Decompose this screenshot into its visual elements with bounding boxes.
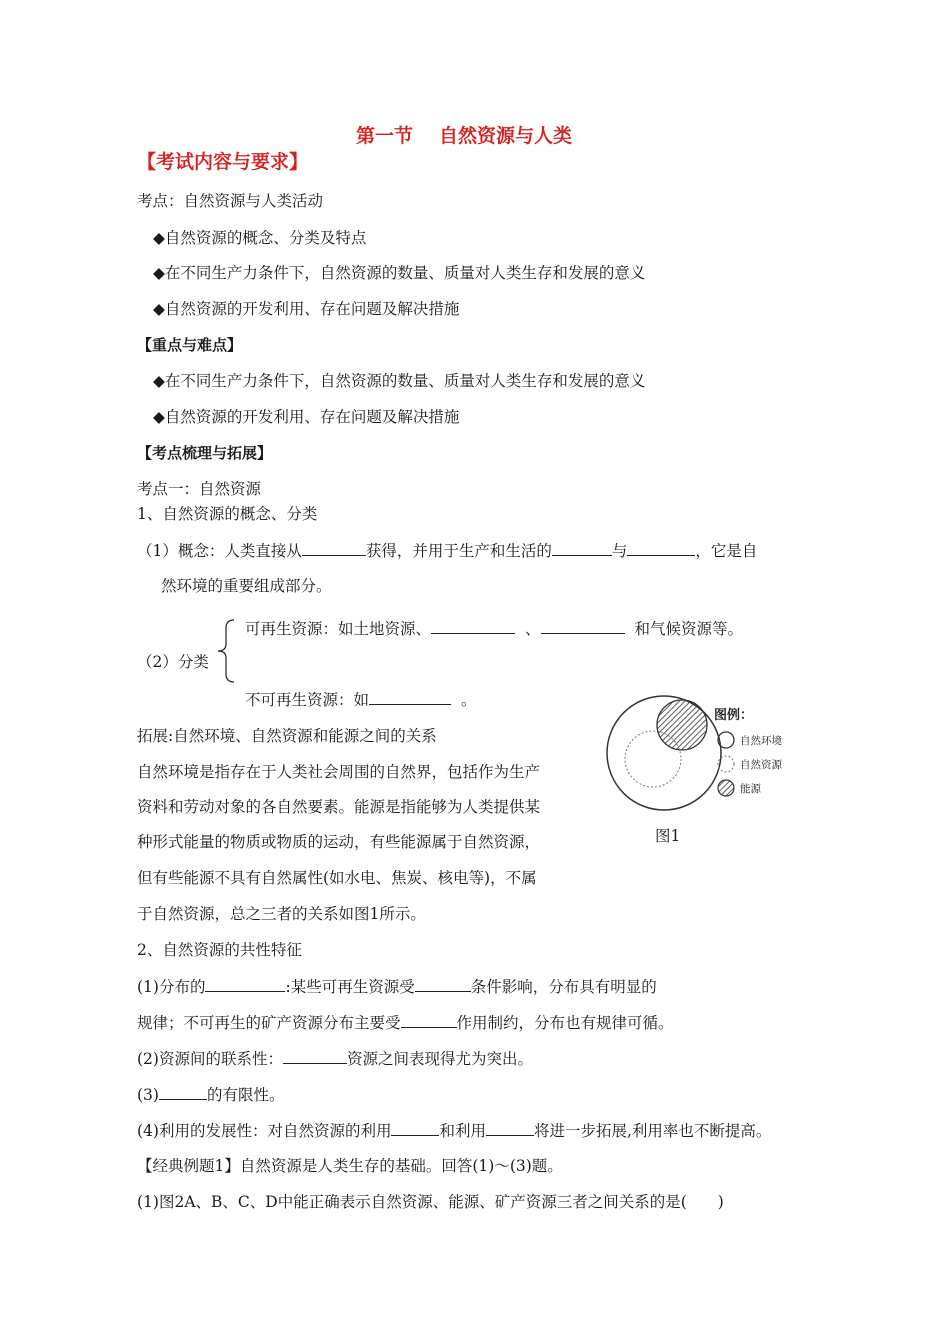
req-item: ◆在不同生产力条件下，自然资源的数量、质量对人类生存和发展的意义 [153, 264, 646, 282]
example-tag: 【经典例题1】 [137, 1157, 240, 1175]
fill-blank[interactable] [283, 1048, 347, 1064]
extension-line: 自然环境是指存在于人类社会周围的自然界，包括作为生产 [137, 763, 541, 781]
legend-environment-icon [718, 732, 734, 748]
heading-keypoints: 【重点与难点】 [137, 336, 243, 354]
classify-label: （2）分类 [137, 653, 209, 671]
key-item: ◆自然资源的开发利用、存在问题及解决措施 [153, 408, 460, 426]
extension-line: 种形式能量的物质或物质的运动，有些能源属于自然资源， [137, 833, 541, 851]
item1-title: 1、自然资源的概念、分类 [137, 505, 318, 523]
legend-label: 自然环境 [740, 735, 782, 747]
energy-circle [657, 700, 707, 750]
concept-line-cont: 然环境的重要组成部分。 [161, 577, 332, 595]
item2-title: 2、自然资源的共性特征 [137, 941, 302, 959]
extension-title: 拓展:自然环境、自然资源和能源之间的关系 [137, 727, 437, 745]
feature-1-line: (1)分布的 :某些可再生资源受 条件影响，分布具有明显的 [137, 978, 657, 996]
page-title [356, 126, 572, 146]
legend-title: 图例： [714, 708, 754, 723]
title-text: 自然资源与人类 [439, 125, 573, 147]
extension-line: 但有些能源不具有自然属性(如水电、焦炭、核电等)，不属 [137, 869, 537, 887]
example-line [137, 1156, 563, 1176]
fill-blank[interactable] [431, 618, 515, 634]
kaodian-1: 考点一：自然资源 [137, 480, 262, 498]
feature-1-line-cont: 规律；不可再生的矿产资源分布主要受 作用制约，分布也有规律可循。 [137, 1014, 674, 1032]
example-text: 自然资源是人类生存的基础。回答(1)～(3)题。 [239, 1157, 563, 1175]
concept-line: （1）概念：人类直接从 获得，并用于生产和生活的 与 ，它是自 [137, 542, 758, 560]
fill-blank[interactable] [159, 1084, 207, 1100]
renewable-line: 可再生资源：如土地资源、 、 和气候资源等。 [245, 620, 744, 638]
feature-4-line: (4)利用的发展性：对自然资源的利用 和利用 将进一步拓展,利用率也不断提高。 [137, 1122, 772, 1140]
fill-blank[interactable] [302, 540, 366, 556]
req-item: ◆自然资源的开发利用、存在问题及解决措施 [153, 300, 460, 318]
fill-blank[interactable] [391, 1120, 439, 1136]
brace-icon [214, 618, 238, 684]
title-section-number: 第一节 [356, 125, 414, 147]
fill-blank[interactable] [627, 540, 695, 556]
kaodian-label: 考点：自然资源与人类活动 [137, 192, 324, 210]
feature-2-line: (2)资源间的联系性： 资源之间表现得尤为突出。 [137, 1050, 533, 1068]
extension-line: 于自然资源，总之三者的关系如图1所示。 [137, 905, 426, 923]
heading-requirements: 【考试内容与要求】 [137, 151, 309, 173]
fill-blank[interactable] [415, 976, 471, 992]
fill-blank[interactable] [401, 1012, 457, 1028]
figure-1-diagram [600, 695, 800, 815]
fill-blank[interactable] [486, 1120, 534, 1136]
req-item: ◆自然资源的概念、分类及特点 [153, 229, 367, 247]
fill-blank[interactable] [205, 976, 285, 992]
figure-caption: 图1 [655, 827, 681, 845]
fill-blank[interactable] [369, 689, 451, 705]
fill-blank[interactable] [552, 540, 612, 556]
extension-line: 资料和劳动对象的各自然要素。能源是指能够为人类提供某 [137, 798, 541, 816]
key-item: ◆在不同生产力条件下，自然资源的数量、质量对人类生存和发展的意义 [153, 372, 646, 390]
heading-review: 【考点梳理与拓展】 [137, 444, 273, 462]
fill-blank[interactable] [541, 618, 625, 634]
legend-label: 能源 [740, 783, 761, 795]
legend-energy-icon [718, 780, 734, 796]
legend-label: 自然资源 [740, 759, 782, 771]
nonrenewable-line: 不可再生资源：如 。 [245, 691, 477, 709]
feature-3-line: (3) 的有限性。 [137, 1086, 285, 1104]
question-1: (1)图2A、B、C、D中能正确表示自然资源、能源、矿产资源三者之间关系的是( ) [137, 1193, 724, 1211]
